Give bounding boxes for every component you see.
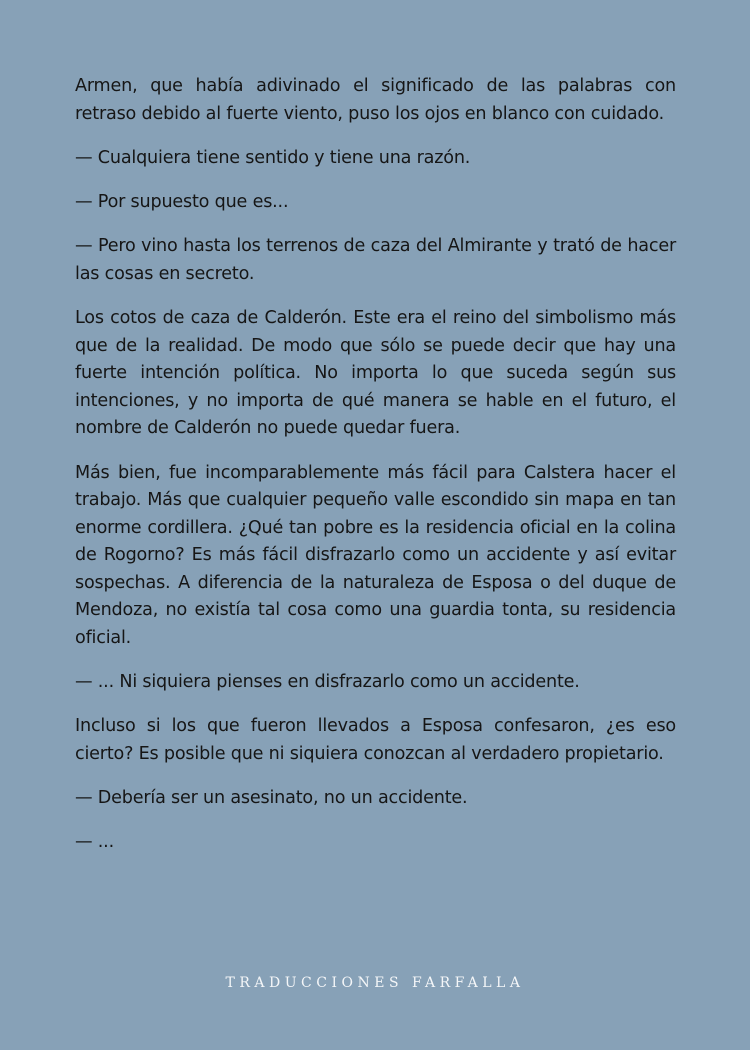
dialogue-line: — Debería ser un asesinato, no un accidente. [75,788,468,809]
dialogue-line: — ... Ni siquiera pienses en disfrazarlo como un accidente. [75,672,580,693]
paragraph: Armen, que había adivinado el significado de las palabras con retraso debido al fuerte viento, puso los ojos en blanco con cuidado. [75,76,676,124]
dialogue-line: — ... [75,832,114,853]
paragraph: Los cotos de caza de Calderón. Este era el reino del simbolismo más que de la realidad. De modo que sólo se puede decir que hay una fuerte intención política. No importa lo que suceda según sus intenciones, y no importa de qué manera se hable en el futuro, el nombre de Calderón no puede quedar fuera. [75,307,676,439]
paragraph: Incluso si los que fueron llevados a Esposa confesaron, ¿es eso cierto? Es posible que ni siquiera conozcan al verdadero propietario. [75,716,676,765]
dialogue-line: — Pero vino hasta los terrenos de caza del Almirante y trató de hacer las cosas en secreto. [75,236,676,284]
dialogue-line: — Por supuesto que es... [75,191,289,212]
dialogue-line: — Cualquiera tiene sentido y tiene una razón. [75,147,471,168]
paragraph: Más bien, fue incomparablemente más fácil para Calstera hacer el trabajo. Más que cualquier pequeño valle escondido sin mapa en tan enorme cordillera. ¿Qué tan pobre es la residencia oficial en la colina de Rogorno? Es más fácil disfrazarlo como un accidente y así evitar sospechas. A diferencia de la naturaleza de Esposa o del duque de Mendoza, no existía tal cosa como una guardia tonta, su residencia oficial. [75,462,676,649]
footer-credit: TRADUCCIONES FARFALLA [225,975,525,991]
page-body [75,73,676,874]
